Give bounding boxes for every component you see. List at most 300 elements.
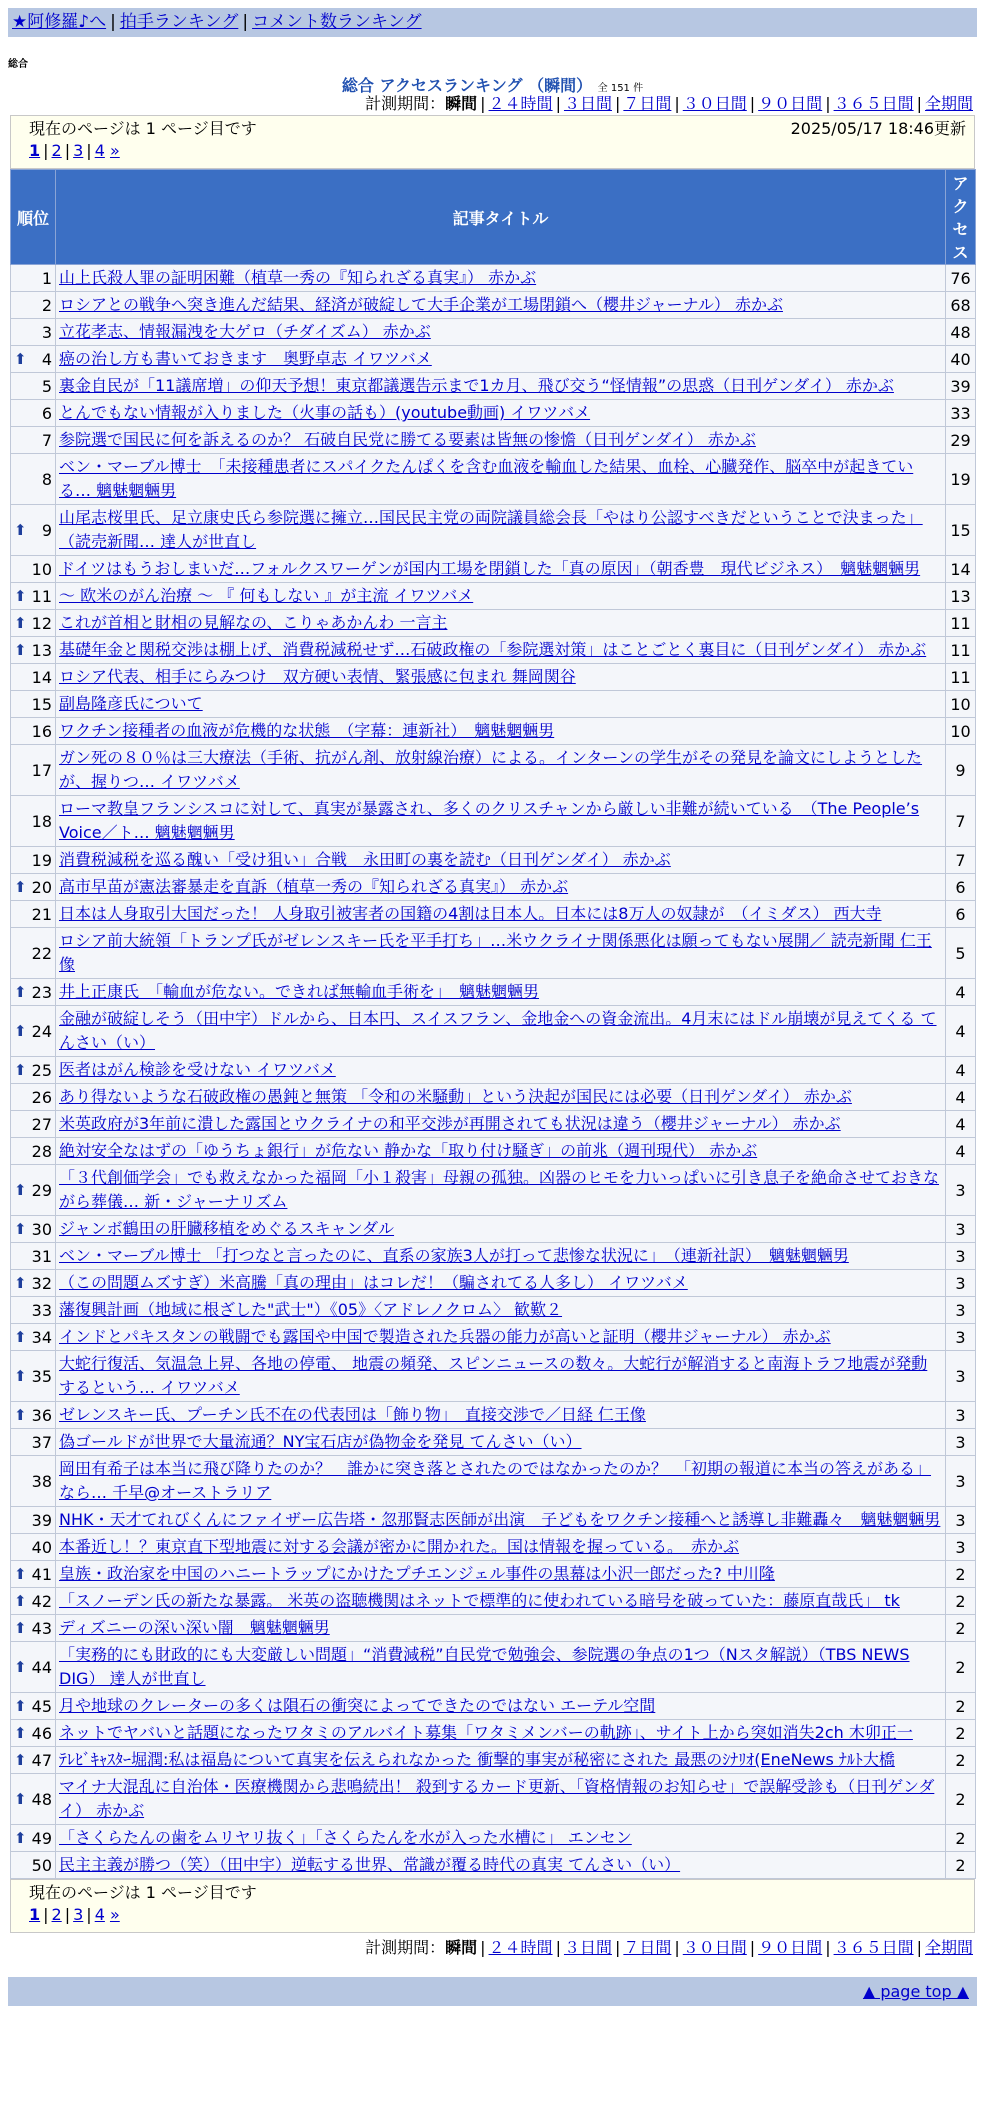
table-header-row (11, 170, 976, 265)
access-count: 33 (946, 400, 976, 427)
article-link[interactable]: 金融が破綻しそう（田中宇）ドルから、日本円、スイスフラン、金地金への資金流出。4月末にはドル崩壊が見えてくる てんさい（い） (59, 1009, 937, 1052)
header-title: 記事タイトル (56, 170, 946, 265)
article-link[interactable]: NHK・天才てれびくんにファイザー広告塔・忽那賢志医師が出演 子どもをワクチン接種へと誘導し非難轟々 魑魅魍魎男 (59, 1510, 941, 1529)
title-cell (56, 664, 946, 691)
rank-up-arrow-icon: ⬆ (14, 1829, 27, 1847)
current-page-text-bottom: 現在のページは 1 ページ目です (29, 1883, 257, 1902)
table-row (11, 1642, 976, 1693)
total-count: 全 151 件 (597, 83, 644, 94)
rank-number: 9 (41, 520, 52, 540)
info-box-top (10, 115, 975, 169)
rank-number: 47 (31, 1750, 52, 1770)
rank-cell (11, 1429, 56, 1456)
rank-up-arrow-icon: ⬆ (14, 587, 27, 605)
rank-cell (11, 1057, 56, 1084)
period-option[interactable]: ３６５日間 (833, 94, 914, 113)
table-row (11, 1747, 976, 1774)
rank-up-arrow-icon: ⬆ (14, 1367, 27, 1385)
rank-cell (11, 1588, 56, 1615)
access-count: 3 (946, 1243, 976, 1270)
access-count: 5 (946, 928, 976, 979)
nav-separator: | (242, 12, 249, 32)
rank-number: 40 (31, 1537, 52, 1557)
home-link[interactable]: ★阿修羅♪へ (12, 12, 107, 32)
rank-number: 37 (31, 1432, 52, 1452)
applause-ranking-link[interactable]: 拍手ランキング (119, 12, 239, 32)
period-separator: | (480, 94, 486, 113)
period-option[interactable]: ７日間 (623, 1938, 672, 1957)
title-cell (56, 292, 946, 319)
rank-cell (11, 1138, 56, 1165)
period-option[interactable]: 全期間 (924, 94, 973, 113)
access-count: 68 (946, 292, 976, 319)
rank-cell (11, 1243, 56, 1270)
table-row (11, 1852, 976, 1879)
title-cell (56, 1084, 946, 1111)
period-option[interactable]: ３日間 (563, 1938, 612, 1957)
pager-separator: | (43, 1905, 49, 1924)
article-link[interactable]: 医者はがん検診を受けない イワツバメ (59, 1060, 336, 1079)
rank-cell (11, 1693, 56, 1720)
article-link[interactable]: ベン・マーブル博士 「未接種患者にスパイクたんぱくを含む血液を輸血した結果、血栓、心臓発作、脳卒中が起きている… 魑魅魍魎男 (59, 457, 914, 500)
article-link[interactable]: インドとパキスタンの戦闘でも露国や中国で製造された兵器の能力が高いと証明（櫻井ジャーナル） 赤かぶ (59, 1327, 831, 1346)
table-row (11, 691, 976, 718)
article-link[interactable]: （この問題ムズすぎ）米高騰「真の理由」はコレだ！（騙されてる人多し） イワツバメ (59, 1273, 688, 1292)
table-row (11, 1111, 976, 1138)
pager-link[interactable]: 4 (94, 1905, 105, 1924)
table-row (11, 637, 976, 664)
article-link[interactable]: ドイツはもうおしまいだ…フォルクスワーゲンが国内工場を閉鎖した「真の原因」（朝香豊 現代ビジネス） 魑魅魍魎男 (59, 559, 921, 578)
article-link[interactable]: 絶対安全なはずの「ゆうちょ銀行」が危ない 静かな「取り付け騒ぎ」の前兆（週刊現代） 赤かぶ (59, 1141, 758, 1160)
title-cell (56, 1642, 946, 1693)
table-row (11, 901, 976, 928)
rank-cell (11, 1270, 56, 1297)
article-link[interactable]: あり得ないような石破政権の愚鈍と無策 「令和の米騒動」という決起が国民には必要（日刊ゲンダイ） 赤かぶ (59, 1087, 852, 1106)
rank-cell (11, 1084, 56, 1111)
period-separator: | (916, 1938, 922, 1957)
rank-number: 27 (31, 1114, 52, 1134)
pager-next-link[interactable]: » (109, 141, 120, 160)
rank-cell (11, 928, 56, 979)
article-link[interactable]: 偽ゴールドが世界で大量流通？NY宝石店が偽物金を発見 てんさい（い） (59, 1432, 582, 1451)
title-cell (56, 505, 946, 556)
table-row (11, 745, 976, 796)
rank-cell (11, 1852, 56, 1879)
pager-bottom (29, 1904, 966, 1926)
rank-cell (11, 265, 56, 292)
title-cell (56, 1216, 946, 1243)
access-count: 4 (946, 979, 976, 1006)
table-row (11, 1006, 976, 1057)
title-cell (56, 610, 946, 637)
title-cell (56, 583, 946, 610)
rank-cell (11, 1747, 56, 1774)
title-cell (56, 1165, 946, 1216)
rank-number: 4 (41, 349, 52, 369)
article-link[interactable]: ジャンボ鶴田の肝臓移植をめぐるスキャンダル (59, 1219, 395, 1238)
article-link[interactable]: ﾃﾚﾋﾞｷｬｽﾀｰ堀潤:私は福島について真実を伝えられなかった 衝撃的事実が秘密にされた 最悪のｼﾅﾘｵ(EneNews ﾅﾙﾄ大橋 (59, 1750, 895, 1769)
title-cell (56, 1138, 946, 1165)
article-link[interactable]: とんでもない情報が入りました（火事の話も）(youtube動画) イワツバメ (59, 403, 591, 422)
access-count: 3 (946, 1351, 976, 1402)
table-row (11, 1057, 976, 1084)
access-count: 6 (946, 901, 976, 928)
table-row (11, 1243, 976, 1270)
article-link[interactable]: 「３代創価学会」でも救えなかった福岡「小１殺害」母親の孤独。凶器のヒモを力いっぱいに引き息子を絶命させておきながら葬儀… 新・ジャーナリズム (59, 1168, 940, 1211)
article-link[interactable]: 「実務的にも財政的にも大変厳しい問題」“消費減税”自民党で勉強会、参院選の争点の1つ（Nスタ解説）（TBS NEWS DIG） 達人が世直し (59, 1645, 910, 1688)
title-cell (56, 1456, 946, 1507)
title-cell (56, 454, 946, 505)
article-link[interactable]: 基礎年金と関税交渉は棚上げ、消費税減税せず…石破政権の「参院選対策」はことごとく裏目に（日刊ゲンダイ） 赤かぶ (59, 640, 927, 659)
article-link[interactable]: 皇族・政治家を中国のハニートラップにかけたプチエンジェル事件の黒幕は小沢一郎だった? 中川隆 (59, 1564, 775, 1583)
rank-number: 16 (31, 721, 52, 741)
rank-up-arrow-icon: ⬆ (14, 1061, 27, 1079)
rank-cell (11, 1165, 56, 1216)
table-row (11, 1588, 976, 1615)
pager-separator: | (64, 141, 71, 160)
rank-up-arrow-icon: ⬆ (14, 1751, 27, 1769)
article-link[interactable]: 藩復興計画（地域に根ざした"武士"）《05》〈アドレノクロム〉 歓歎２ (59, 1300, 563, 1319)
access-count: 6 (946, 874, 976, 901)
info-box-bottom (10, 1879, 975, 1933)
access-count: 19 (946, 454, 976, 505)
rank-up-arrow-icon: ⬆ (14, 1619, 27, 1637)
table-row (11, 292, 976, 319)
title-cell (56, 1534, 946, 1561)
access-count: 4 (946, 1057, 976, 1084)
period-label: 計測期間： (365, 94, 446, 113)
rank-number: 7 (41, 430, 52, 450)
period-separator: | (825, 94, 831, 113)
article-link[interactable]: ネットでヤバいと話題になったワタミのアルバイト募集「ワタミメンバーの軌跡」、サイト上から突如消失2ch 木卯正一 (59, 1723, 913, 1742)
access-count: 2 (946, 1615, 976, 1642)
footer-bar (8, 1977, 977, 2006)
article-link[interactable]: 消費税減税を巡る醜い「受け狙い」合戦 永田町の裏を読む（日刊ゲンダイ） 赤かぶ (59, 850, 671, 869)
table-row (11, 1324, 976, 1351)
period-separator: | (825, 1938, 831, 1957)
table-row (11, 1774, 976, 1825)
rank-number: 41 (31, 1564, 52, 1584)
period-option[interactable]: ３日間 (563, 94, 612, 113)
rank-number: 29 (31, 1180, 52, 1200)
table-row (11, 505, 976, 556)
table-row (11, 454, 976, 505)
rank-cell (11, 1774, 56, 1825)
rank-number: 22 (31, 943, 52, 963)
title-cell (56, 847, 946, 874)
table-row (11, 319, 976, 346)
title-cell (56, 1324, 946, 1351)
rank-cell (11, 1324, 56, 1351)
access-count: 48 (946, 319, 976, 346)
current-page-text: 現在のページは 1 ページ目です (29, 119, 257, 138)
title-cell (56, 1507, 946, 1534)
access-count: 7 (946, 847, 976, 874)
pager-link[interactable]: 2 (51, 1905, 62, 1924)
table-row (11, 610, 976, 637)
title-cell (56, 796, 946, 847)
pager-top (29, 140, 966, 162)
rank-number: 17 (31, 760, 52, 780)
title-cell (56, 874, 946, 901)
table-row (11, 400, 976, 427)
access-count: 4 (946, 1111, 976, 1138)
title-cell (56, 1561, 946, 1588)
rank-cell (11, 373, 56, 400)
title-cell (56, 745, 946, 796)
rank-cell (11, 346, 56, 373)
article-link[interactable]: 副島隆彦氏について (59, 694, 203, 713)
access-count: 3 (946, 1270, 976, 1297)
access-count: 11 (946, 637, 976, 664)
pager-separator: | (64, 1905, 71, 1924)
table-row (11, 1084, 976, 1111)
table-row (11, 664, 976, 691)
rank-up-arrow-icon: ⬆ (14, 1220, 27, 1238)
rank-number: 42 (31, 1591, 52, 1611)
article-link[interactable]: ロシア代表、相手にらみつけ 双方硬い表情、緊張感に包まれ 舞岡関谷 (59, 667, 576, 686)
rank-up-arrow-icon: ⬆ (14, 1592, 27, 1610)
rank-number: 34 (31, 1327, 52, 1347)
access-count: 3 (946, 1456, 976, 1507)
article-link[interactable]: これが首相と財相の見解なの、こりゃあかんわ 一言主 (59, 613, 448, 632)
title-cell (56, 1270, 946, 1297)
rank-cell (11, 427, 56, 454)
pager-link[interactable]: 3 (73, 1905, 84, 1924)
period-option[interactable]: ２４時間 (488, 1938, 553, 1957)
rank-number: 50 (31, 1855, 52, 1875)
rank-number: 20 (31, 877, 52, 897)
period-option[interactable]: ９０日間 (758, 94, 823, 113)
article-link[interactable]: 月や地球のクレーターの多くは隕石の衝突によってできたのではない エーテル空間 (59, 1696, 656, 1715)
page-top-link[interactable]: ▲ page top ▲ (862, 1982, 969, 2001)
rank-number: 38 (31, 1471, 52, 1491)
period-separator: | (480, 1938, 486, 1957)
article-link[interactable]: ローマ教皇フランシスコに対して、真実が暴露され、多くのクリスチャンから厳しい非難が続いている （The People’s Voice／ト… 魑魅魍魎男 (59, 799, 920, 842)
rank-cell (11, 1006, 56, 1057)
period-selector-top (0, 93, 973, 115)
article-link[interactable]: マイナ大混乱に自治体・医療機関から悲鳴続出！ 殺到するカード更新、「資格情報のお知らせ」で誤解受診も（日刊ゲンダイ） 赤かぶ (59, 1777, 935, 1820)
rank-cell (11, 583, 56, 610)
rank-cell (11, 505, 56, 556)
period-separator: | (749, 94, 756, 113)
article-link[interactable]: 山上氏殺人罪の証明困難（植草一秀の『知られざる真実』） 赤かぶ (59, 268, 537, 287)
article-link[interactable]: ガン死の８０％は三大療法（手術、抗がん剤、放射線治療）による。インターンの学生がその発見を論文にしようとしたが、握りつ… イワツバメ (59, 748, 923, 791)
rank-number: 1 (41, 268, 52, 288)
table-row (11, 427, 976, 454)
access-count: 3 (946, 1534, 976, 1561)
rank-number: 33 (31, 1300, 52, 1320)
period-option[interactable]: 全期間 (924, 1938, 973, 1957)
period-label: 計測期間： (365, 1938, 446, 1957)
rank-cell (11, 1534, 56, 1561)
access-count: 7 (946, 796, 976, 847)
table-row (11, 796, 976, 847)
title-cell (56, 1351, 946, 1402)
table-row (11, 1216, 976, 1243)
rank-cell (11, 901, 56, 928)
table-row (11, 874, 976, 901)
article-link[interactable]: 山尾志桜里氏、足立康史氏ら参院選に擁立…国民民主党の両院議員総会長「やはり公認すべきだということで決まった」（読売新聞… 達人が世直し (59, 508, 923, 551)
period-option[interactable]: ３０日間 (682, 1938, 747, 1957)
table-row (11, 1165, 976, 1216)
access-count: 2 (946, 1642, 976, 1693)
article-link[interactable]: ～ 欧米のがん治療 ～ 『 何もしない 』が主流 イワツバメ (59, 586, 474, 605)
rank-cell (11, 319, 56, 346)
nav-separator: | (110, 12, 116, 32)
rank-up-arrow-icon: ⬆ (14, 1697, 27, 1715)
access-count: 2 (946, 1693, 976, 1720)
rank-number: 25 (31, 1060, 52, 1080)
article-link[interactable]: ロシア前大統領「トランプ氏がゼレンスキー氏を平手打ち」…米ウクライナ関係悪化は願ってもない展開／ 読売新聞 仁王像 (59, 931, 932, 974)
pager-link[interactable]: 4 (94, 141, 105, 160)
article-link[interactable]: 裏金自民が「11議席増」の仰天予想！東京都議選告示まで1カ月、飛び交う“怪情報”の思惑（日刊ゲンダイ） 赤かぶ (59, 376, 894, 395)
pager-next-link[interactable]: » (109, 1905, 120, 1924)
pager-link[interactable]: 2 (51, 141, 62, 160)
title-cell (56, 1615, 946, 1642)
rank-number: 10 (31, 559, 52, 579)
category-label: 総合 (8, 59, 28, 70)
rank-cell (11, 1615, 56, 1642)
pager-link[interactable]: 3 (73, 141, 84, 160)
article-link[interactable]: 「さくらたんの歯をムリヤリ抜く」「さくらたんを水が入った水槽に」 エンセン (59, 1828, 632, 1847)
period-separator: | (674, 94, 680, 113)
rank-cell (11, 691, 56, 718)
rank-number: 44 (31, 1657, 52, 1677)
title-cell (56, 637, 946, 664)
table-row (11, 718, 976, 745)
access-count: 13 (946, 583, 976, 610)
access-count: 2 (946, 1825, 976, 1852)
access-count: 2 (946, 1747, 976, 1774)
table-row (11, 1270, 976, 1297)
rank-number: 48 (31, 1789, 52, 1809)
rank-number: 8 (41, 469, 52, 489)
article-link[interactable]: 立花孝志、情報漏洩を大ゲロ（チダイズム） 赤かぶ (59, 322, 431, 341)
pager-separator: | (43, 141, 49, 160)
access-count: 2 (946, 1852, 976, 1879)
article-link[interactable]: 大蛇行復活、気温急上昇、各地の停電、 地震の頻発、スピンニュースの数々。大蛇行が解消すると南海トラフ地震が発動するという… イワツバメ (59, 1354, 928, 1397)
period-separator: | (555, 1938, 561, 1957)
article-link[interactable]: ゼレンスキー氏、プーチン氏不在の代表団は「飾り物」 直接交渉で／日経 仁王像 (59, 1405, 646, 1424)
article-link[interactable]: 癌の治し方も書いておきます 奥野卓志 イワツバメ (59, 349, 432, 368)
access-count: 2 (946, 1720, 976, 1747)
rank-number: 6 (41, 403, 52, 423)
rank-number: 12 (31, 613, 52, 633)
title-cell (56, 1852, 946, 1879)
pager-link[interactable]: 1 (29, 1905, 41, 1924)
article-link[interactable]: ワクチン接種者の血液が危機的な状態 （字幕：連新社） 魑魅魍魎男 (59, 721, 555, 740)
title-cell (56, 1006, 946, 1057)
rank-number: 3 (41, 322, 52, 342)
title-cell (56, 979, 946, 1006)
table-row (11, 346, 976, 373)
pager-link[interactable]: 1 (29, 141, 41, 160)
rank-cell (11, 1561, 56, 1588)
rank-up-arrow-icon: ⬆ (14, 1724, 27, 1742)
access-count: 3 (946, 1402, 976, 1429)
period-option[interactable]: ３６５日間 (833, 1938, 914, 1957)
rank-up-arrow-icon: ⬆ (14, 1022, 27, 1040)
article-link[interactable]: 「スノーデン氏の新たな暴露。 米英の盗聴機関はネットで標準的に使われている暗号を破っていた：藤原直哉氏」 tk (59, 1591, 900, 1610)
header-access: アクセス (946, 170, 976, 265)
rank-up-arrow-icon: ⬆ (14, 1181, 27, 1199)
rank-cell (11, 847, 56, 874)
table-row (11, 1507, 976, 1534)
rank-number: 21 (31, 904, 52, 924)
period-option[interactable]: ９０日間 (758, 1938, 823, 1957)
article-link[interactable]: 米英政府が3年前に潰した露国とウクライナの和平交渉が再開されても状況は違う（櫻井ジャーナル） 赤かぶ (59, 1114, 841, 1133)
period-option[interactable]: ７日間 (623, 94, 672, 113)
rank-cell (11, 874, 56, 901)
updated-time: 2025/05/17 18:46更新 (790, 119, 966, 138)
rank-number: 49 (31, 1828, 52, 1848)
article-link[interactable]: ディズニーの深い深い闇 魑魅魍魎男 (59, 1618, 330, 1637)
table-row (11, 1138, 976, 1165)
article-link[interactable]: 高市早苗が憲法審暴走を直訴（植草一秀の『知られざる真実』） 赤かぶ (59, 877, 569, 896)
article-link[interactable]: 民主主義が勝つ（笑）（田中宇）逆転する世界、常識が覆る時代の真実 てんさい（い） (59, 1855, 681, 1874)
rank-number: 31 (31, 1246, 52, 1266)
rank-number: 35 (31, 1366, 52, 1386)
title-cell (56, 718, 946, 745)
rank-cell (11, 979, 56, 1006)
table-row (11, 265, 976, 292)
rank-number: 14 (31, 667, 52, 687)
rank-cell (11, 1111, 56, 1138)
title-cell (56, 373, 946, 400)
table-row (11, 1534, 976, 1561)
access-count: 9 (946, 745, 976, 796)
comment-ranking-link[interactable]: コメント数ランキング (252, 12, 422, 32)
title-cell (56, 556, 946, 583)
access-count: 14 (946, 556, 976, 583)
rank-number: 24 (31, 1021, 52, 1041)
period-selector-bottom (0, 1937, 973, 1959)
rank-cell (11, 1216, 56, 1243)
article-link[interactable]: 参院選で国民に何を訴えるのか？ 石破自民党に勝てる要素は皆無の惨憺（日刊ゲンダイ） 赤かぶ (59, 430, 756, 449)
title-cell (56, 1720, 946, 1747)
rank-cell (11, 796, 56, 847)
rank-cell (11, 745, 56, 796)
access-count: 15 (946, 505, 976, 556)
access-count: 3 (946, 1165, 976, 1216)
rank-number: 43 (31, 1618, 52, 1638)
table-row (11, 1297, 976, 1324)
article-link[interactable]: 日本は人身取引大国だった！ 人身取引被害者の国籍の4割は日本人。日本には8万人の奴隷が （イミダス） 西大寺 (59, 904, 882, 923)
title-cell (56, 1111, 946, 1138)
article-link[interactable]: 岡田有希子は本当に飛び降りたのか？ 誰かに突き落とされたのではなかったのか？ 「初期の報道に本当の答えがある」なら… 千早@オーストラリア (59, 1459, 932, 1502)
article-link[interactable]: ベン・マーブル博士 「打つなと言ったのに、直系の家族3人が打って悲惨な状況に」 （連新社訳） 魑魅魍魎男 (59, 1246, 849, 1265)
rank-cell (11, 1720, 56, 1747)
pager-separator: | (86, 141, 92, 160)
period-option[interactable]: ２４時間 (488, 94, 553, 113)
title-cell (56, 265, 946, 292)
rank-cell (11, 1351, 56, 1402)
period-option[interactable]: ３０日間 (682, 94, 747, 113)
rank-number: 18 (31, 811, 52, 831)
page-title-text: 総合 アクセスランキング （瞬間） (341, 76, 593, 95)
rank-cell (11, 1642, 56, 1693)
title-cell (56, 400, 946, 427)
title-cell (56, 1402, 946, 1429)
table-row (11, 583, 976, 610)
article-link[interactable]: 本番近し！？東京直下型地震に対する会議が密かに開かれた。国は情報を握っている。 赤かぶ (59, 1537, 740, 1556)
article-link[interactable]: ロシアとの戦争へ突き進んだ結果、経済が破綻して大手企業が工場閉鎖へ（櫻井ジャーナル） 赤かぶ (59, 295, 783, 314)
rank-number: 46 (31, 1723, 52, 1743)
title-cell (56, 928, 946, 979)
article-link[interactable]: 井上正康氏 「輸血が危ない。できれば無輸血手術を」 魑魅魍魎男 (59, 982, 540, 1001)
title-cell (56, 319, 946, 346)
